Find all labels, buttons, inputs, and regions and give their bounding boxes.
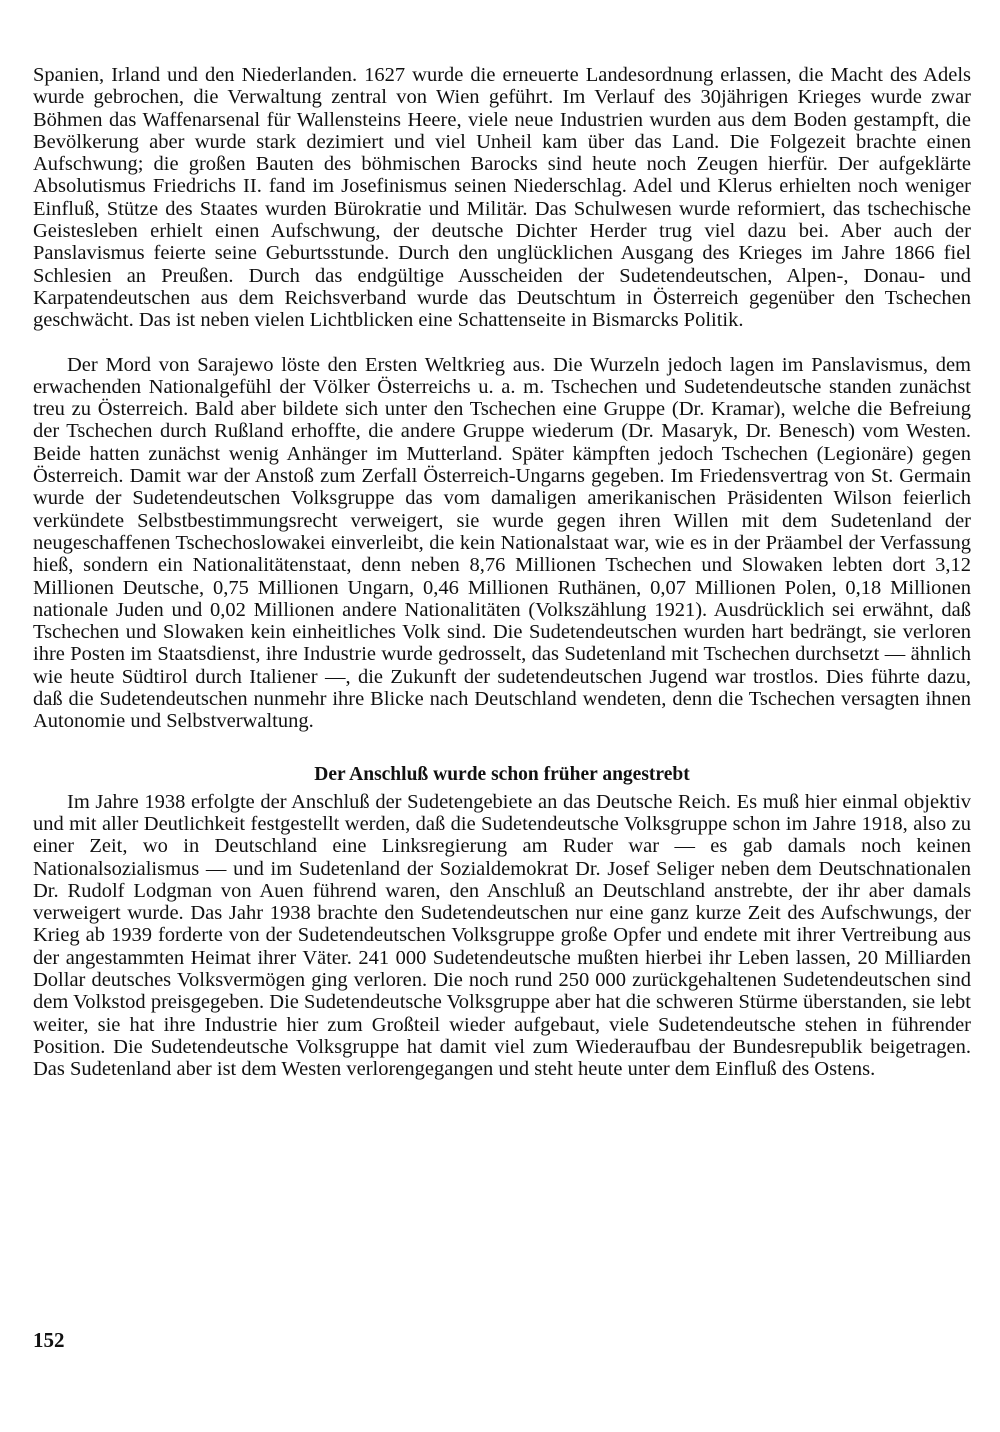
paragraph-history-bohemia: Spanien, Irland und den Niederlanden. 1627 wurde die erneuerte Landesordnung erlassen, die Macht des Adels wurde gebrochen, die Verwaltung zentral von Wien geführt. Im Verlauf des 30jährigen Krieges wurde zwar Böhmen das Waffenarsenal für Wallensteins Heere, viele neue Industrien wurden aus dem Boden gestampft, die Bevölkerung aber wurde stark dezimiert und viel Unheil kam über das Land. Die Folgezeit brachte einen Aufschwung; die großen Bauten des böhmischen Barocks sind heute noch Zeugen hierfür. Der aufgeklärte Absolutismus Friedrichs II. fand im Josefinismus seinen Niederschlag. Adel und Klerus erhielten noch weniger Einfluß, Stütze des Staates wurden Bürokratie und Militär. Das Schulwesen wurde reformiert, das tschechische Geistesleben erhielt einen Aufschwung, der deutsche Dichter Herder trug viel dazu bei. Aber auch der Panslavismus feierte seine Geburtsstunde. Durch den unglücklichen Ausgang des Krieges im Jahre 1866 fiel Schlesien an Preußen. Durch das endgültige Ausscheiden der Sudetendeutschen, Alpen-, Donau- und Karpatendeutschen aus dem Reichsverband wurde das Deutschtum in Österreich gegenüber den Tschechen geschwächt. Das ist neben vielen Lichtblicken eine Schattenseite in Bismarcks Politik. (33, 64, 971, 332)
paragraph-anschluss: Im Jahre 1938 erfolgte der Anschluß der Sudetengebiete an das Deutsche Reich. Es muß hier einmal objektiv und mit aller Deutlichkeit festgestellt werden, daß die Sudetendeutsche Volksgruppe schon im Jahre 1918, also zu einer Zeit, wo in Deutschland eine Linksregierung am Ruder war — es gab damals noch keinen Nationalsozialismus — und im Sudetenland der Sozialdemokrat Dr. Josef Seliger neben dem Deutschnationalen Dr. Rudolf Lodgman von Auen führend waren, den Anschluß an Deutschland anstrebte, der ihr aber damals verweigert wurde. Das Jahr 1938 brachte den Sudetendeutschen nur eine ganz kurze Zeit des Aufschwungs, der Krieg ab 1939 forderte von der Sudetendeutschen Volksgruppe große Opfer und endete mit ihrer Vertreibung aus der angestammten Heimat ihrer Väter. 241 000 Sudetendeutsche mußten hierbei ihr Leben lassen, 20 Milliarden Dollar deutsches Volksvermögen ging verloren. Die noch rund 250 000 zurückgehaltenen Sudetendeutschen sind dem Volkstod preisgegeben. Die Sudetendeutsche Volksgruppe aber hat die schweren Stürme überstanden, sie lebt weiter, sie hat ihre Industrie hier zum Großteil wieder aufgebaut, viele Sudetendeutsche stehen in führender Position. Die Sudetendeutsche Volksgruppe hat damit viel zum Wiederaufbau der Bundesrepublik beigetragen. Das Sudetenland aber ist dem Westen verlorengegangen und steht heute unter dem Einfluß des Ostens. (33, 790, 971, 1081)
page-body (33, 64, 971, 1080)
section-heading: Der Anschluß wurde schon früher angestrebt (314, 763, 690, 785)
paragraph-first-world-war: Der Mord von Sarajewo löste den Ersten Weltkrieg aus. Die Wurzeln jedoch lagen im Panslavismus, dem erwachenden Nationalgefühl der Völker Österreichs u. a. m. Tschechen und Sudetendeutsche standen zunächst treu zu Österreich. Bald aber bildete sich unter den Tschechen eine Gruppe (Dr. Kramar), welche die Befreiung der Tschechen durch Rußland erhoffte, die andere Gruppe wiederum (Dr. Masaryk, Dr. Benesch) vom Westen. Beide hatten zunächst wenig Anhänger im Mutterland. Später kämpften jedoch Tschechen (Legionäre) gegen Österreich. Damit war der Anstoß zum Zerfall Österreich-Ungarns gegeben. Im Friedensvertrag von St. Germain wurde der Sudetendeutschen Volksgruppe das vom damaligen amerikanischen Präsidenten Wilson feierlich verkündete Selbstbestimmungsrecht verweigert, sie wurde gegen ihren Willen mit dem Sudetenland der neugeschaffenen Tschechoslowakei einverleibt, die kein Nationalstaat war, wie es in der Präambel der Verfassung hieß, sondern ein Nationalitätenstaat, denn neben 8,76 Millionen Tschechen und Slowaken lebten dort 3,12 Millionen Deutsche, 0,75 Millionen Ungarn, 0,46 Millionen Ruthänen, 0,07 Millionen Polen, 0,18 Millionen nationale Juden und 0,02 Millionen andere Nationalitäten (Volkszählung 1921). Ausdrücklich sei erwähnt, daß Tschechen und Slowaken kein einheitliches Volk sind. Die Sudetendeutschen wurden hart bedrängt, sie verloren ihre Posten im Staatsdienst, ihre Industrie wurde gedrosselt, das Sudetenland mit Tschechen durchsetzt — ähnlich wie heute Südtirol durch Italiener —, die Zukunft der sudetendeutschen Jugend war trostlos. Dies führte dazu, daß die Sudetendeutschen nunmehr ihre Blicke nach Deutschland wendeten, denn die Tschechen versagten ihnen Autonomie und Selbstverwaltung. (33, 353, 971, 733)
page-number: 152 (33, 1328, 65, 1352)
